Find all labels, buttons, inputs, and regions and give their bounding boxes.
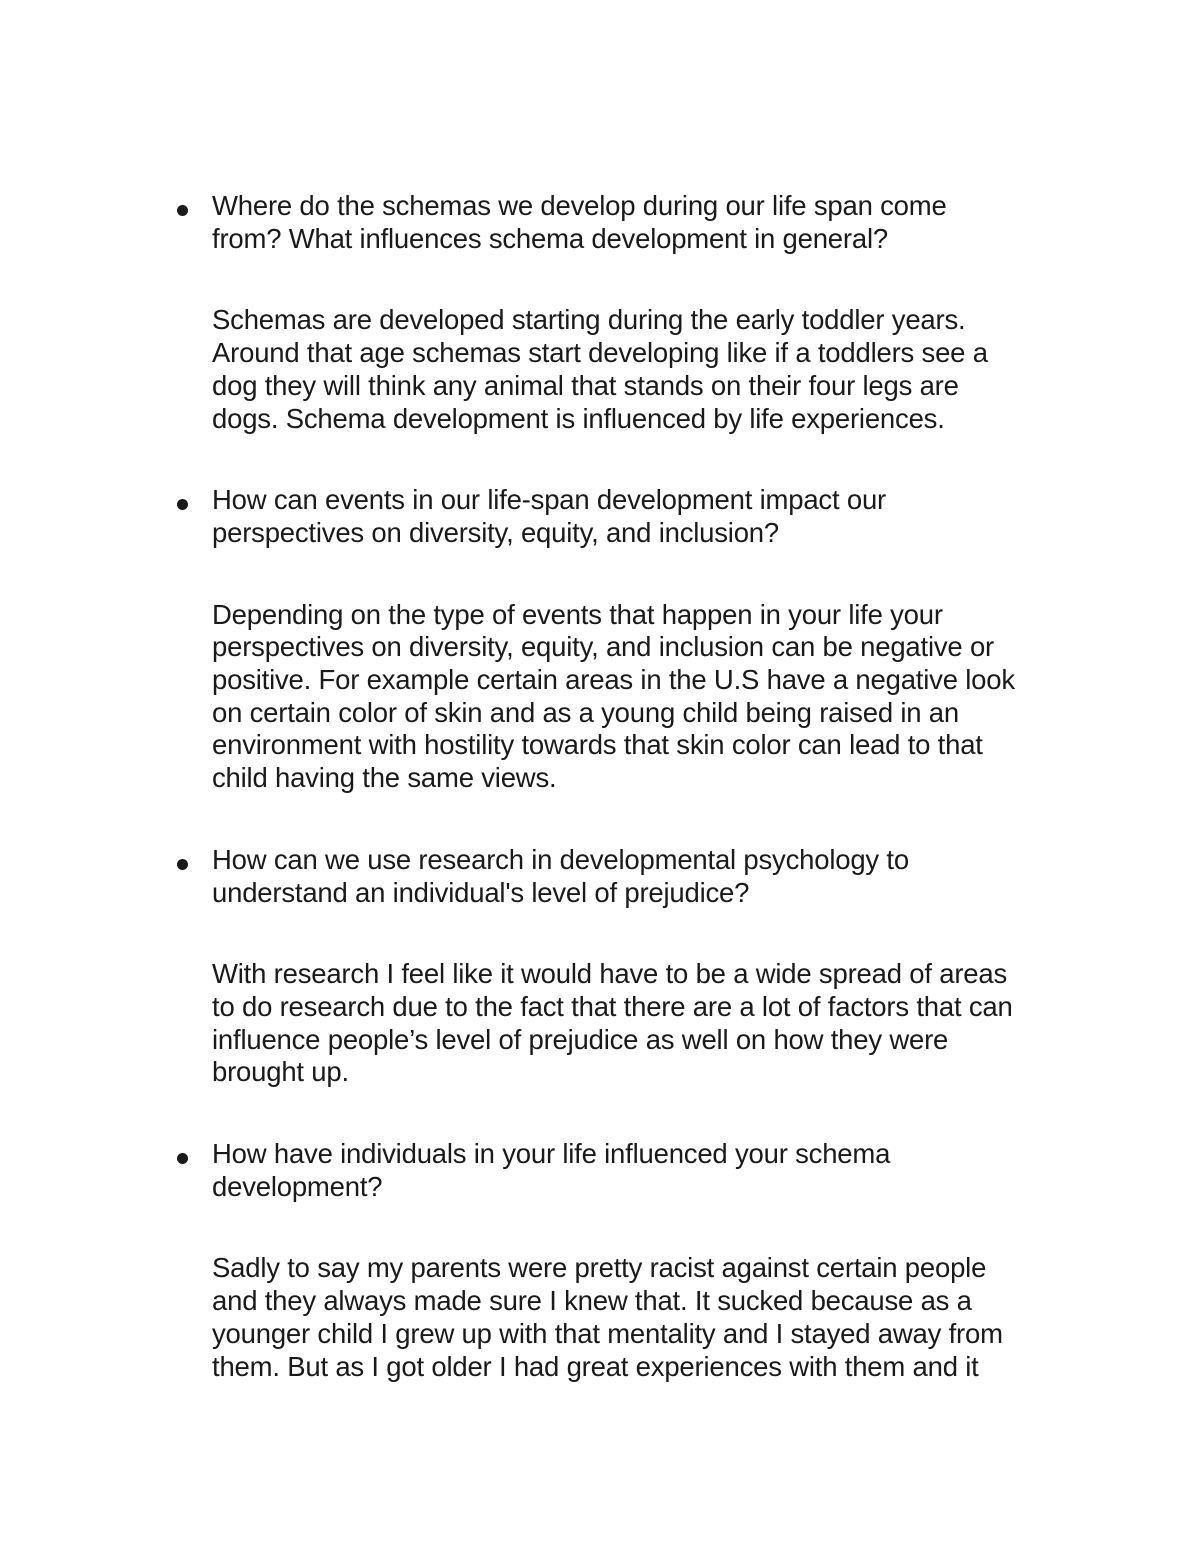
list-item (212, 1138, 1072, 1383)
question-line: understand an individual's level of prejudice? (212, 876, 750, 908)
question-line: development? (212, 1170, 383, 1202)
answer-text (212, 1252, 1072, 1383)
question-line: How can we use research in developmental psychology to (212, 843, 909, 875)
question-line: perspectives on diversity, equity, and inclusion? (212, 516, 779, 548)
answer-text (212, 599, 1072, 795)
answer-line: positive. For example certain areas in the U.S have a negative look (212, 664, 1015, 696)
question-line: How have individuals in your life influenced your schema (212, 1138, 891, 1170)
list-item (212, 484, 1072, 844)
answer-line: on certain color of skin and as a young child being raised in an (212, 696, 959, 728)
list-item (212, 190, 1072, 484)
answer-text (212, 304, 1072, 435)
answer-line: Sadly to say my parents were pretty racist against certain people (212, 1252, 987, 1284)
answer-line: Schemas are developed starting during the early toddler years. (212, 304, 966, 336)
document-body (212, 190, 1072, 1383)
answer-line: dog they will think any animal that stands on their four legs are (212, 369, 959, 401)
answer-line: them. But as I got older I had great experiences with them and it (212, 1350, 979, 1382)
question-text (212, 484, 1072, 549)
answer-line: Around that age schemas start developing like if a toddlers see a (212, 337, 988, 369)
bullet-icon (177, 1153, 188, 1164)
answer-line: perspectives on diversity, equity, and inclusion can be negative or (212, 631, 995, 663)
answer-line: With research I feel like it would have to be a wide spread of areas (212, 958, 1008, 990)
answer-line: dogs. Schema development is influenced by life experiences. (212, 402, 945, 434)
list-item (212, 844, 1072, 1138)
answer-line: Depending on the type of events that happen in your life your (212, 598, 943, 630)
question-text (212, 844, 1072, 909)
question-line: How can events in our life-span development impact our (212, 484, 887, 516)
bullet-icon (177, 205, 188, 216)
answer-line: to do research due to the fact that there are a lot of factors that can (212, 990, 1013, 1022)
answer-line: younger child I grew up with that mentality and I stayed away from (212, 1317, 1003, 1349)
answer-text (212, 958, 1072, 1089)
answer-line: environment with hostility towards that skin color can lead to that (212, 729, 983, 761)
question-line: Where do the schemas we develop during our life span come (212, 190, 947, 221)
answer-line: brought up. (212, 1056, 349, 1088)
question-line: from? What influences schema development in general? (212, 222, 888, 254)
answer-line: influence people’s level of prejudice as well on how they were (212, 1023, 949, 1055)
question-text (212, 190, 1072, 255)
bullet-icon (177, 499, 188, 510)
question-text (212, 1138, 1072, 1203)
answer-line: and they always made sure I knew that. It sucked because as a (212, 1285, 972, 1317)
answer-line: child having the same views. (212, 762, 557, 794)
bullet-icon (177, 859, 188, 870)
